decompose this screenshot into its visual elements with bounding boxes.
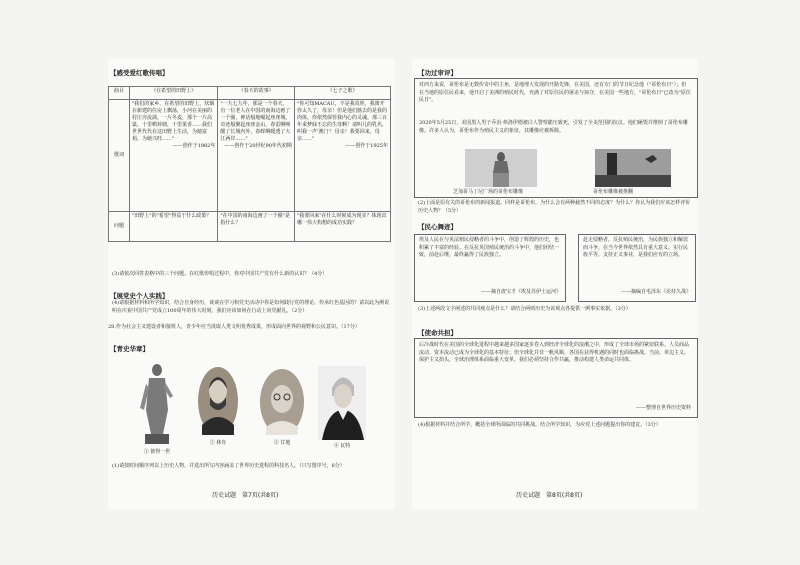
question-28: 28.作为社会主义建设者和接班人，青少年应当汲取人类文明优秀成果，形成面向世界的视野和公民意识。（17分）: [108, 324, 360, 330]
question-cell: "田野上"的"希望"得益于什么政策？: [130, 212, 218, 242]
lyrics-text: "你可知MACAU，不是我真姓，我离开你太久了，母亲！但是他们掳去的是我的肉体，你依然保管我内心的灵魂。那三百年来梦寐不忘的生母啊！请叫儿的乳名，叫我一声'澳门'！母亲！我要回来，母亲……": [296, 101, 387, 142]
quote-text: 埃及人民在与英法殖民侵略者的斗争中，创造了辉煌的历史，也积累了丰富的经验。在反抗英国殖民统治的斗争中，他们团结一致，前赴后继，最终赢得了民族独立。: [419, 237, 560, 258]
table-header-cell: 《七子之歌》: [294, 87, 390, 100]
quote-box-right: [578, 234, 696, 302]
figure-lincoln: [190, 365, 246, 446]
lyrics-cell: [294, 100, 390, 212]
quote-source: ——摘编自毛泽东《论持久战》: [620, 289, 691, 295]
question-2: (2)上面是原有关的哥伦布的新闻报道。同样是哥伦布，为什么会有两种截然不同的态度？为什么？你认为我们应该怎样评价历史人物？（5分）: [418, 200, 691, 214]
table-header-cell: 曲目: [109, 87, 130, 100]
section-heading-history: 【青史华章】: [110, 345, 149, 353]
lyrics-credit: ——创作于20世纪90年代初期: [224, 143, 292, 149]
table-header-row: [109, 87, 391, 100]
figure-caption: ④ 瓦特: [333, 443, 351, 449]
material-paragraph: 2020年5月25日，美国黑人男子乔治·弗洛伊德被白人警察跪压致死，引发了全美范围的抗议。他们砸毁并推倒了哥伦布雕像。许多人认为，哥伦布作为殖民主义的象征，其雕像应被拆除。: [419, 120, 688, 134]
quote-box-left: [414, 234, 566, 302]
figure-gandhi: [254, 367, 310, 446]
photo-caption: 哥伦布雕像被推翻: [593, 189, 634, 195]
table-header-cell: 《春天的故事》: [218, 87, 295, 100]
question-4: (4)根据材料并结合所学，概括全球所面临的共同挑战。结合所学知识，为应对上述问题提出你的建议。（3分）: [418, 422, 661, 428]
photo-caption: 芝加哥马丁尼广场的哥伦布雕像: [453, 189, 524, 195]
portrait-image: [318, 366, 366, 440]
page-footer: 历史试题 第7页(共8页): [212, 492, 279, 499]
figure-caption: ① 彼得一世: [143, 449, 171, 455]
material-paragraph: 对西方来说，哥伦布是无数传奇中的主角，是地理大发现的开路先锋，在美国，还有专门的节日纪念他（"哥伦布日"）；但在当地的原住民看来，他开启了美洲的殖民时代，充满了对原住民的屠杀与掠夺，在美国一些地方，"哥伦布日"已改为"原住民日"。: [419, 82, 691, 103]
question-1: (1)请按时间顺序列以上历史人物，并选出所写内容涵盖了世界历史进程的科技名人。（只写图序号，6分）: [112, 463, 345, 469]
figure-caption: ② 林肯: [209, 440, 227, 446]
section-heading-evaluation: 【功过审评】: [418, 69, 457, 77]
lyrics-text: "一九七九年，那是一个春天，有一位老人在中国的南海边画了一个圈，神话般地崛起座座城，奇迹般聚起座座金山，春雷啊唤醒了长城内外，春晖啊暖透了大江两岸……": [220, 101, 291, 142]
table-row-label: 问题: [109, 212, 130, 242]
material-paragraph: 后冷战时代在美国的全球化进程中越来越多国家逐步卷入到经济全球化的浪潮之中，形成了全球市场的紧密联系。人员商品流动、资本流动已成为全球化的基本特征；但全球化并非一帆风顺，各国在获得机遇的同时也面临挑战。当前，单边主义、保护主义抬头，全球治理体系面临重大变革，我们必须坚持合作共赢，推动构建人类命运共同体。: [419, 342, 690, 363]
question-3: (3)上述两段文字阐述的共同观点是什么？请结合两则历史为该观点各提供一例事实依据。（3分）: [418, 306, 631, 312]
right-page: [412, 58, 698, 510]
question-cell: "在中国的南海边画了一个圈"是指什么？: [218, 212, 295, 242]
portrait-image: [196, 365, 240, 437]
table-row: [109, 100, 391, 212]
lyrics-cell: [218, 100, 295, 212]
lyrics-credit: ——创作于1982年: [172, 143, 216, 149]
table-header-cell: 《在希望的田野上》: [130, 87, 218, 100]
quote-source: ——摘自唐宝才《埃及苏伊士运河》: [480, 289, 561, 295]
portrait-image: [258, 367, 306, 437]
question-4: (4)请根据材料和所学知识，结合自身经历，谈谈在学习和党史活动中你是如何践行党的理论、传承红色基因的？请以此为例说明在庆祝中国共产党成立100周年的伟大时刻，我们应该如何在行动上向党献礼。（2分）: [112, 300, 390, 314]
material-box-columbus: [414, 78, 698, 198]
columbus-statue-photo: [465, 149, 537, 187]
figure-peter-the-great: [134, 358, 180, 455]
section-heading-people: 【民心舞迹】: [418, 223, 457, 231]
songs-table: [108, 86, 391, 242]
figure-caption: ③ 甘地: [273, 440, 291, 446]
question-cell: "我要回来"在什么时候成为现实？体现出哪一伟大构想的成功实践？: [294, 212, 390, 242]
page-footer: 历史试题 第8页(共8页): [516, 492, 583, 499]
section-heading-practice: 【展党史个人实践】: [110, 292, 169, 300]
left-page: [108, 58, 395, 510]
table-row: [109, 212, 391, 242]
material-source: ——整理自世界历史资料: [635, 405, 691, 411]
statue-image: [137, 358, 177, 446]
figure-watt: [316, 366, 368, 449]
lyrics-text: "我们的家乡，在希望的田野上，炊烟在新建的住房上飘荡，小河在美丽的村庄旁流淌，一片冬麦，那个一片高粱，十里哟荷塘，十里果香……我们世世代代在这田野上生活，为她富裕，为她兴旺……": [132, 101, 215, 142]
section-heading-mission: 【使命共担】: [418, 329, 457, 337]
material-box-globalization: [414, 338, 698, 418]
lyrics-credit: ——创作于1925年: [345, 143, 388, 149]
section-heading-red-songs: 【感受爱红歌传唱】: [110, 69, 169, 77]
toppled-statue-photo: [595, 149, 671, 187]
lyrics-cell: [130, 100, 218, 212]
question-3: (3)请依次回答表格中的三个问题。在红歌传唱过程中，你对中国共产党有什么新的认识？（4分）: [112, 271, 328, 277]
quote-text: 赶走侵略者，反抗殖民统治，为民族独立和解放而斗争，在当今世界依然具有重大意义。实行民族平等，支持正义事业，是我们应有的立场。: [583, 237, 689, 258]
table-row-label: 歌词: [109, 100, 130, 212]
